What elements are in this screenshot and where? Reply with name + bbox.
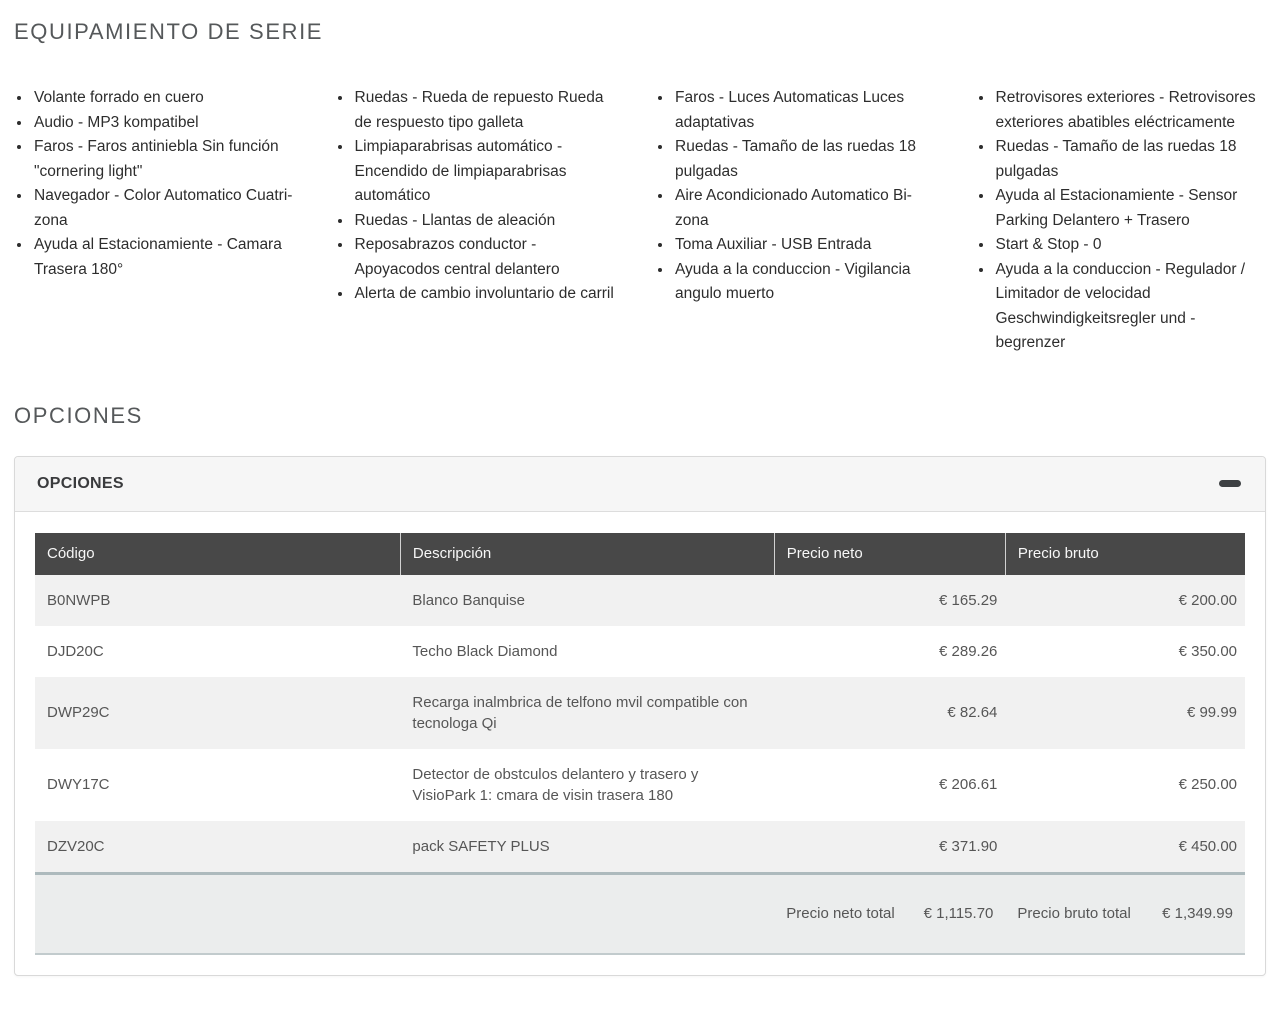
totals-row xyxy=(35,873,1245,954)
minus-icon xyxy=(1219,480,1241,487)
option-net-price-cell: € 371.90 xyxy=(939,837,998,855)
column-header-precio-bruto: Precio bruto xyxy=(1005,533,1245,575)
option-row xyxy=(35,575,1245,626)
option-net-price-cell: € 82.64 xyxy=(947,704,998,722)
option-description-cell: pack SAFETY PLUS xyxy=(412,837,550,855)
collapse-panel-button[interactable] xyxy=(1219,476,1241,491)
column-header-precio-neto: Precio neto xyxy=(774,533,1005,575)
options-panel xyxy=(14,456,1266,976)
gross-total-value: € 1,349.99 xyxy=(1162,904,1233,922)
gross-total-cell xyxy=(1005,873,1245,954)
equipment-item: • Start & Stop - 0 xyxy=(994,233,1267,258)
options-table-header xyxy=(35,533,1245,575)
option-code-cell: B0NWPB xyxy=(47,591,111,609)
option-net-price-cell: € 289.26 xyxy=(939,642,998,660)
equipment-item: • Faros - Luces Automaticas Luces adaptativas xyxy=(673,86,946,135)
equipment-column xyxy=(655,86,946,356)
options-panel-title: OPCIONES xyxy=(37,474,124,492)
option-description-cell: Blanco Banquise xyxy=(412,591,525,609)
options-table-body xyxy=(35,575,1245,874)
option-gross-price-cell: € 250.00 xyxy=(1178,776,1237,794)
equipment-item: • Limpiaparabrisas automático - Encendido de limpiaparabrisas automático xyxy=(353,135,626,209)
option-gross-price-cell: € 99.99 xyxy=(1186,704,1237,722)
option-code-cell: DWY17C xyxy=(47,776,110,794)
options-panel-body xyxy=(15,512,1265,975)
option-net-price-cell: € 165.29 xyxy=(939,591,998,609)
option-description-cell: Techo Black Diamond xyxy=(412,642,558,660)
net-total-cell xyxy=(774,873,1005,954)
equipment-item: • Toma Auxiliar - USB Entrada xyxy=(673,233,946,258)
equipment-item: • Aire Acondicionado Automatico Bi-zona xyxy=(673,184,946,233)
options-table xyxy=(35,533,1245,955)
header-row xyxy=(35,533,1245,575)
column-header-codigo: Código xyxy=(35,533,400,575)
option-code-cell: DZV20C xyxy=(47,837,105,855)
equipment-item: • Volante forrado en cuero xyxy=(32,86,305,111)
options-section-title: OPCIONES xyxy=(14,402,143,428)
equipment-item: • Ruedas - Llantas de aleación xyxy=(353,209,626,234)
option-code-cell: DWP29C xyxy=(47,704,110,722)
option-net-price-cell: € 206.61 xyxy=(939,776,998,794)
option-gross-price-cell: € 450.00 xyxy=(1178,837,1237,855)
option-row xyxy=(35,749,1245,821)
net-total-value: € 1,115.70 xyxy=(923,904,994,922)
equipment-column xyxy=(335,86,626,356)
option-gross-price-cell: € 350.00 xyxy=(1178,642,1237,660)
option-gross-price-cell: € 200.00 xyxy=(1178,591,1237,609)
equipment-section-title: EQUIPAMIENTO DE SERIE xyxy=(14,19,324,44)
equipment-grid xyxy=(14,86,1266,356)
option-code-cell: DJD20C xyxy=(47,642,104,660)
equipment-item: • Faros - Faros antiniebla Sin función "cornering light" xyxy=(32,135,305,184)
equipment-item: • Ayuda a la conduccion - Vigilancia angulo muerto xyxy=(673,258,946,307)
option-description-cell: Recarga inalmbrica de telfono mvil compatible con tecnologa Qi xyxy=(412,693,748,732)
gross-total-label: Precio bruto total xyxy=(1017,904,1131,922)
equipment-column xyxy=(976,86,1267,356)
option-description-cell: Detector de obstculos delantero y trasero y VisioPark 1: cmara de visin trasera 180 xyxy=(412,765,699,804)
option-row xyxy=(35,677,1245,749)
equipment-item: • Ayuda al Estacionamiente - Camara Trasera 180° xyxy=(32,233,305,282)
equipment-item: • Ruedas - Rueda de repuesto Rueda de respuesto tipo galleta xyxy=(353,86,626,135)
equipment-item: • Retrovisores exteriores - Retrovisores exteriores abatibles eléctricamente xyxy=(994,86,1267,135)
equipment-item: • Ayuda a la conduccion - Regulador / Limitador de velocidad Geschwindigkeitsregler und - begrenzer xyxy=(994,258,1267,356)
option-row xyxy=(35,626,1245,677)
options-panel-header[interactable] xyxy=(15,457,1265,512)
equipment-item: • Ayuda al Estacionamiente - Sensor Parking Delantero + Trasero xyxy=(994,184,1267,233)
equipment-item: • Ruedas - Tamaño de las ruedas 18 pulgadas xyxy=(994,135,1267,184)
option-row xyxy=(35,821,1245,874)
net-total-label: Precio neto total xyxy=(786,904,895,922)
equipment-column xyxy=(14,86,305,356)
equipment-item: • Reposabrazos conductor - Apoyacodos central delantero xyxy=(353,233,626,282)
column-header-descripcion: Descripción xyxy=(400,533,774,575)
equipment-item: • Audio - MP3 kompatibel xyxy=(32,111,305,136)
equipment-item: • Navegador - Color Automatico Cuatri-zona xyxy=(32,184,305,233)
equipment-item: • Alerta de cambio involuntario de carril xyxy=(353,282,626,307)
options-table-footer xyxy=(35,873,1245,954)
equipment-item: • Ruedas - Tamaño de las ruedas 18 pulgadas xyxy=(673,135,946,184)
totals-spacer-cell xyxy=(35,873,774,954)
